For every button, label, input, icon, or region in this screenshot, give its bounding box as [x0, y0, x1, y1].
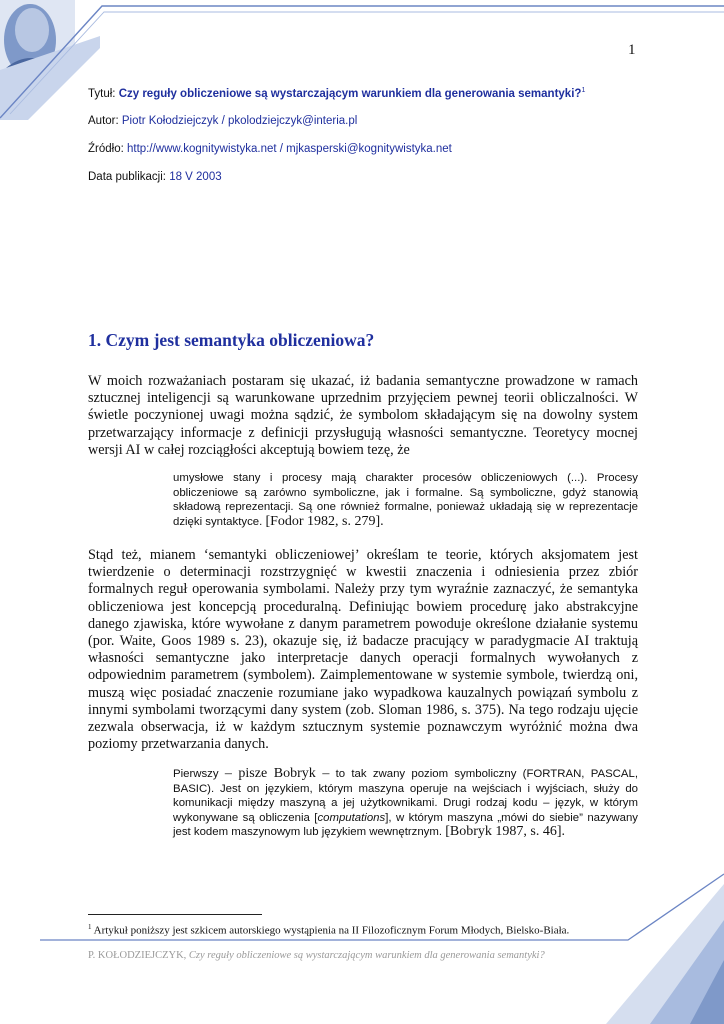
- quote-bobryk-text-b: ], w którym maszyna „mówi do siebie” nazywany jest kodem maszynowym lub językiem wewnętrznym.: [173, 811, 638, 839]
- meta-title-label: Tytuł:: [88, 87, 119, 100]
- quote-bobryk-aside: – pisze Bobryk –: [224, 766, 330, 781]
- meta-title-value: Czy reguły obliczeniowe są wystarczającym warunkiem dla generowania semantyki?: [118, 87, 582, 100]
- source-url-link[interactable]: http://www.kognitywistyka.net: [127, 143, 277, 155]
- meta-source-label: Źródło:: [88, 143, 127, 155]
- header-rule-line: [0, 6, 724, 118]
- running-footer: [88, 950, 545, 961]
- author-email-link[interactable]: pkolodziejczyk@interia.pl: [228, 115, 358, 127]
- meta-author-sep: /: [218, 115, 228, 127]
- meta-date-value: 18 V 2003: [169, 171, 222, 183]
- section-heading: 1. Czym jest semantyka obliczeniowa?: [88, 330, 375, 350]
- running-footer-title: Czy reguły obliczeniowe są wystarczającym warunkiem dla generowania semantyki?: [188, 950, 545, 961]
- quote-fodor-text: umysłowe stany i procesy mają charakter procesów obliczeniowych (...). Procesy obliczeniowe są zarówno symboliczne, jak i formalne. Są symboliczne, gdyż stanowią składową reprezentacji. Są one również formalne, ponieważ układają się w reprezentacje dzięki syntaktyce.: [173, 472, 638, 528]
- meta-source-sep: /: [276, 143, 287, 155]
- quote-bobryk-lead: Pierwszy: [173, 768, 225, 780]
- quote-fodor-citation: [Fodor 1982, s. 279].: [265, 513, 384, 529]
- footnote-ref[interactable]: 1: [581, 87, 586, 94]
- paragraph-2: Stąd też, mianem ‘semantyki obliczeniowej’ określam te teorie, których aksjomatem jest twierdzenie o determinacji rozstrzygnięć w kwestii znaczenia i odniesienia przez zbiór formalnych reguł operowania symbolami. Należy przy tym wyraźnie zaznaczyć, że semantyka obliczeniowa jest koncepcją proceduralną. Definiując bowiem procedurę jako abstrakcyjne danego zjawiska, które wywołane z danym parametrem powoduje określone działanie systemu (por. Waite, Goos 1989 s. 23), okazuje się, iż badacze pracujący w paradygmacie AI traktują własności semantyczne jako interpretacje danych operacji formalnych wywołanych z odpowiednim parametrem (symbolem). Zaimplementowane w systemie symbole, twierdzą oni, muszą więc posiadać znaczenie rozumiane jako wypadkowa kauzalnych powiązań symbolu z innymi symbolami tworzącymi dany system (zob. Sloman 1986, s. 375). Na tego rodzaju ujęcie zezwala obserwacja, iż w każdym sztucznym systemie poznawczym wyróżnić można dwa poziomy przetwarzania danych.: [88, 547, 638, 753]
- meta-title-line: [88, 87, 585, 100]
- quote-bobryk-emphasis: computations: [317, 811, 386, 824]
- footnote-text: Artykuł poniższy jest szkicem autorskiego wystąpienia na II Filozoficznym Forum Młodych, Bielsko-Biała.: [91, 924, 570, 937]
- footnote-separator: [88, 914, 262, 915]
- block-quote-bobryk: [173, 767, 638, 840]
- source-email-link[interactable]: mjkasperski@kognitywistyka.net: [286, 143, 452, 155]
- meta-author-line: [88, 115, 357, 127]
- quote-bobryk-citation: [Bobryk 1987, s. 46].: [445, 824, 565, 840]
- meta-date-label: Data publikacji:: [88, 171, 170, 183]
- block-quote-fodor: [173, 471, 638, 529]
- meta-author-label: Autor:: [88, 115, 122, 127]
- page-number: 1: [628, 42, 636, 58]
- author-name-link[interactable]: Piotr Kołodziejczyk: [121, 115, 219, 127]
- running-footer-author: P. KOŁODZIEJCZYK,: [88, 950, 189, 961]
- meta-date-line: [88, 171, 222, 183]
- paragraph-1: W moich rozważaniach postaram się ukazać, iż badania semantyczne prowadzone w ramach sztucznej inteligencji są warunkowane uprzednim przyjęciem pewnej teorii obliczalności. W świetle poczynionej uwagi można sądzić, że symbolom składającym się na dowolny system przetwarzający informacje z definicji przysługują własności semantyczne. Teoretycy mocnej wersji AI w całej rozciągłości akceptują bowiem tezę, że: [88, 373, 638, 458]
- quote-bobryk-text-a: to tak zwany poziom symboliczny (FORTRAN, PASCAL, BASIC). Jest on językiem, którym maszyna operuje na wejściach i wyjściach, służy do komunikacji między maszyną a jej użytkownikami. Drugi rodzaj kodu – język, w którym wykonywane są obliczenia [: [173, 768, 638, 824]
- footnote: [88, 923, 648, 937]
- header-decoration: [0, 0, 724, 120]
- footnote-marker: 1: [88, 923, 92, 931]
- meta-source-line: [88, 143, 452, 155]
- footer-corner-graphic: [606, 884, 724, 1024]
